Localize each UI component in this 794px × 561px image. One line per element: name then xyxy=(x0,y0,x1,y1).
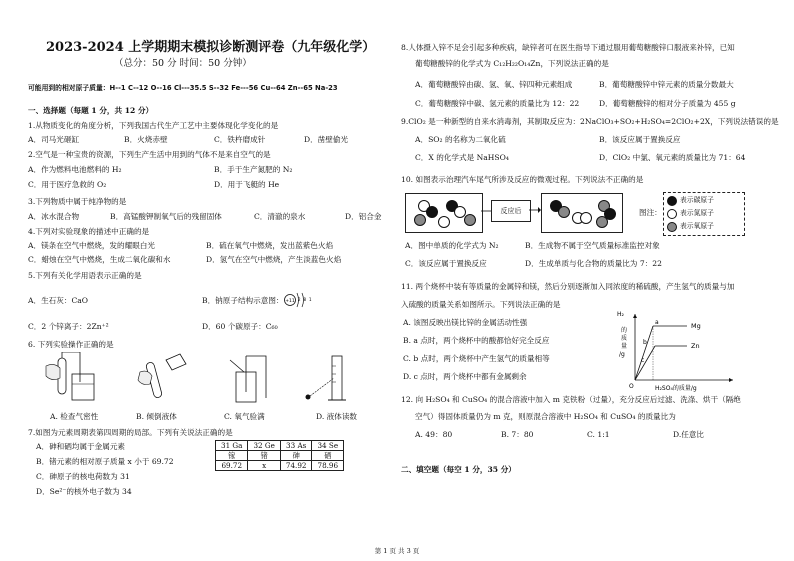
q11-option-b: B. a 点时，两个烧杯中的酸都恰好完全反应 xyxy=(403,336,550,345)
svg-text:+11: +11 xyxy=(285,299,295,304)
q12-stem-2: 空气）得固体质量仍为 m 克，则原混合溶液中 H₂SO₄ 和 CuSO₄ 的质量比为 xyxy=(415,412,676,421)
q11-option-d: D. c 点时，两个烧杯中都有金属剩余 xyxy=(403,372,527,381)
q12-option-c: C. 1:1 xyxy=(587,430,610,439)
chart-ylabel-2: 质 xyxy=(621,335,628,342)
q5-option-c: C．2 个锌离子：2Zn⁺² xyxy=(28,322,109,331)
q4-option-a: A．镁条在空气中燃烧，发的耀眼白光 xyxy=(28,241,155,250)
q9-stem: 9.ClO₂ 是一种新型的自来水消毒剂，其制取反应为：2NaClO₃+SO₂+H₂SO₄=2ClO₂+2X，下列说法错误的是 xyxy=(401,117,779,126)
q12-stem: 12. 向 H₂SO₄ 和 CuSO₄ 的混合溶液中加入 m 克铁粉（过量），充分反应后过滤、洗涤、烘干（隔绝 xyxy=(401,395,741,404)
cell-as-mass: 74.92 xyxy=(280,461,312,471)
arrow-right-icon xyxy=(529,206,541,214)
q6-option-d: D. 液体读数 xyxy=(316,412,358,421)
q3-option-b: B．高锰酸钾制氧气后的残留固体 xyxy=(110,212,222,221)
sodium-atom-diagram-icon xyxy=(282,290,314,310)
svg-text:1: 1 xyxy=(309,297,312,302)
oxygen-check-icon xyxy=(230,356,266,402)
q10-stem: 10. 如图表示治理汽车尾气所涉及反应的微观过程。下列说法不正确的是 xyxy=(401,175,644,184)
exam-meta: （总分：50 分 时间：50 分钟） xyxy=(114,58,252,69)
q2-stem: 2.空气是一种宝贵的资源，下列生产生活中用到的气体不是来自空气的是 xyxy=(28,150,271,159)
q7-option-d: D．Se²⁻的核外电子数为 34 xyxy=(36,487,132,496)
chart-series-zn: Zn xyxy=(691,342,700,350)
arrow-left-icon xyxy=(481,207,491,215)
q10-option-c: C．该反应属于置换反应 xyxy=(405,259,487,268)
q7-option-a: A．砷和硒均属于金属元素 xyxy=(36,442,126,451)
products-box xyxy=(541,193,623,233)
q8-option-b: B．葡萄糖酸锌中锌元素的质量分数最大 xyxy=(599,80,734,89)
q7-option-c: C．砷原子的核电荷数为 31 xyxy=(36,472,130,481)
q12-option-a: A. 49：80 xyxy=(415,430,453,439)
q6-option-b: B. 倾倒液体 xyxy=(136,412,177,421)
q4-option-c: C．蜡烛在空气中燃烧，生成二氧化碳和水 xyxy=(28,255,171,264)
airtightness-check-icon xyxy=(46,352,94,400)
chart-origin: O xyxy=(629,383,634,390)
chart-ylabel-1: 的 xyxy=(621,327,628,334)
cell-as-name: 砷 xyxy=(280,451,312,461)
q2-option-d: D．用于飞艇的 He xyxy=(214,180,280,189)
q2-option-b: B．手于生产氮肥的 N₂ xyxy=(214,165,293,174)
q3-stem: 3.下列物质中属于纯净物的是 xyxy=(28,197,127,206)
q5-option-a: A．生石灰：CaO xyxy=(28,296,89,305)
q5-stem: 5.下列有关化学用语表示正确的是 xyxy=(28,271,142,280)
reactants-box xyxy=(405,193,483,233)
chart-series-mg: Mg xyxy=(691,322,701,330)
q9-option-d: D．ClO₂ 中氯、氧元素的质量比为 71：64 xyxy=(599,153,746,162)
chart-ylabel-top: H₂ xyxy=(617,311,624,318)
svg-text:2: 2 xyxy=(298,297,301,302)
cell-se-name: 硒 xyxy=(312,451,344,461)
hydrogen-mass-chart xyxy=(615,310,739,392)
q4-stem: 4.下列对实验现象的描述中正确的是 xyxy=(28,227,150,236)
q10-option-a: A．图中单质的化学式为 N₂ xyxy=(405,241,499,250)
q1-option-b: B．火烧赤壁 xyxy=(124,135,168,144)
q7-stem: 7.如图为元素周期表第四周期的局部。下列有关说法正确的是 xyxy=(28,428,233,437)
q9-option-b: B．该反应属于置换反应 xyxy=(599,135,681,144)
q11-option-a: A. 该图反映出镁比锌的金属活动性强 xyxy=(403,318,528,327)
q8-option-c: C．葡萄糖酸锌中碳、氢元素的质量比为 12：22 xyxy=(415,99,580,108)
q1-option-c: C．铁杵磨成针 xyxy=(214,135,266,144)
chart-xlabel: H₂SO₄的质量/g xyxy=(655,385,697,392)
q6-option-a: A. 检查气密性 xyxy=(50,412,99,421)
cell-ga-number: 31 Ga xyxy=(216,441,248,451)
q11-stem-2: 入硫酸的质量关系如图所示。下列说法正确的是 xyxy=(401,300,561,309)
chart-ylabel-3: 量 xyxy=(621,343,628,350)
cell-as-number: 33 As xyxy=(280,441,312,451)
cell-ge-mass: x xyxy=(248,461,280,471)
pouring-liquid-icon xyxy=(138,354,186,398)
svg-text:8: 8 xyxy=(303,297,307,302)
q3-option-d: D．铝合金 xyxy=(345,212,382,221)
chart-point-c: c xyxy=(641,357,645,364)
q3-option-c: C．清澈的泉水 xyxy=(254,212,306,221)
q3-option-a: A．冰水混合物 xyxy=(28,212,80,221)
q1-option-a: A．司马光砸缸 xyxy=(28,135,80,144)
q5-option-d: D．60 个碳原子：C₆₀ xyxy=(202,322,278,331)
cell-se-number: 34 Se xyxy=(312,441,344,451)
section2-heading: 二、填空题（每空 1 分，35 分） xyxy=(401,465,516,474)
exam-title: 2023-2024 上学期期末模拟诊断测评卷（九年级化学） xyxy=(46,40,376,55)
q4-option-b: B．硫在氧气中燃烧，发出蓝紫色火焰 xyxy=(206,241,334,250)
q12-option-b: B. 7：80 xyxy=(501,430,534,439)
periodic-table-excerpt xyxy=(215,440,344,471)
q1-option-d: D．凿壁偷光 xyxy=(304,135,349,144)
q12-option-d: D.任意比 xyxy=(673,430,705,439)
cell-ge-number: 32 Ge xyxy=(248,441,280,451)
chart-point-b: b xyxy=(643,339,647,346)
q2-option-c: C．用于医疗急救的 O₂ xyxy=(28,180,107,189)
q2-option-a: A．作为燃料电池燃料的 H₂ xyxy=(28,165,122,174)
page-footer: 第 1 页 共 3 页 xyxy=(374,547,420,555)
cell-ga-mass: 69.72 xyxy=(216,461,248,471)
q8-stem: 8.人体摄入锌不足会引起多种疾病，缺锌者可在医生指导下通过服用葡萄糖酸锌口服液来补锌，已知 xyxy=(401,43,735,52)
after-reaction-label: 反应后 xyxy=(491,200,531,222)
legend-oxygen: 表示氧原子 xyxy=(680,222,714,230)
q6-illustrations xyxy=(32,352,384,408)
chart-ylabel-4: /g xyxy=(619,351,625,358)
q4-option-d: D．氢气在空气中燃烧，产生淡蓝色火焰 xyxy=(206,255,342,264)
cell-ge-name: 锗 xyxy=(248,451,280,461)
q11-stem: 11. 两个烧杯中装有等质量的金属锌和镁，然后分别逐渐加入同浓度的稀硫酸，产生氢气的质量与加 xyxy=(401,282,735,291)
atomic-masses: 可能用到的相对原子质量：H--1 C--12 O--16 Cl---35.5 S--32 Fe---56 Cu--64 Zn--65 Na-23 xyxy=(28,84,338,92)
legend-title: 图注： xyxy=(639,208,662,217)
q9-option-c: C．X 的化学式是 NaHSO₄ xyxy=(415,153,509,162)
q8-option-d: D．葡萄糖酸锌的相对分子质量为 455 g xyxy=(599,99,736,108)
q8-option-a: A．葡萄糖酸锌由碳、氢、氧、锌四种元素组成 xyxy=(415,80,573,89)
chart-point-a: a xyxy=(655,319,659,326)
legend-nitrogen: 表示氮原子 xyxy=(680,209,714,217)
q9-option-a: A．SO₂ 的名称为二氧化硫 xyxy=(415,135,506,144)
cell-ga-name: 镓 xyxy=(216,451,248,461)
legend-box xyxy=(663,192,745,236)
q11-option-c: C. b 点时，两个烧杯中产生氢气的质量相等 xyxy=(403,354,550,363)
q10-option-d: D．生成单质与化合物的质量比为 7：22 xyxy=(525,259,662,268)
legend-carbon: 表示碳原子 xyxy=(680,196,714,204)
q10-option-b: B．生成物不属于空气质量标准监控对象 xyxy=(525,241,660,250)
q7-option-b: B．锗元素的相对原子质量 x 小于 69.72 xyxy=(36,457,174,466)
q1-stem: 1.从物质变化的角度分析，下列我国古代生产工艺中主要体现化学变化的是 xyxy=(28,121,279,130)
q8-stem-2: 葡萄糖酸锌的化学式为 C₁₂H₂₂O₁₄Zn，下列说法正确的是 xyxy=(415,59,609,68)
q6-option-c: C. 氧气验满 xyxy=(224,412,265,421)
section1-heading: 一、选择题（每题 1 分，共 12 分） xyxy=(28,106,154,115)
q6-stem: 6. 下列实验操作正确的是 xyxy=(28,340,114,349)
liquid-reading-icon xyxy=(306,356,347,400)
q5-option-b: B．钠原子结构示意图： xyxy=(202,296,284,305)
cell-se-mass: 78.96 xyxy=(312,461,344,471)
